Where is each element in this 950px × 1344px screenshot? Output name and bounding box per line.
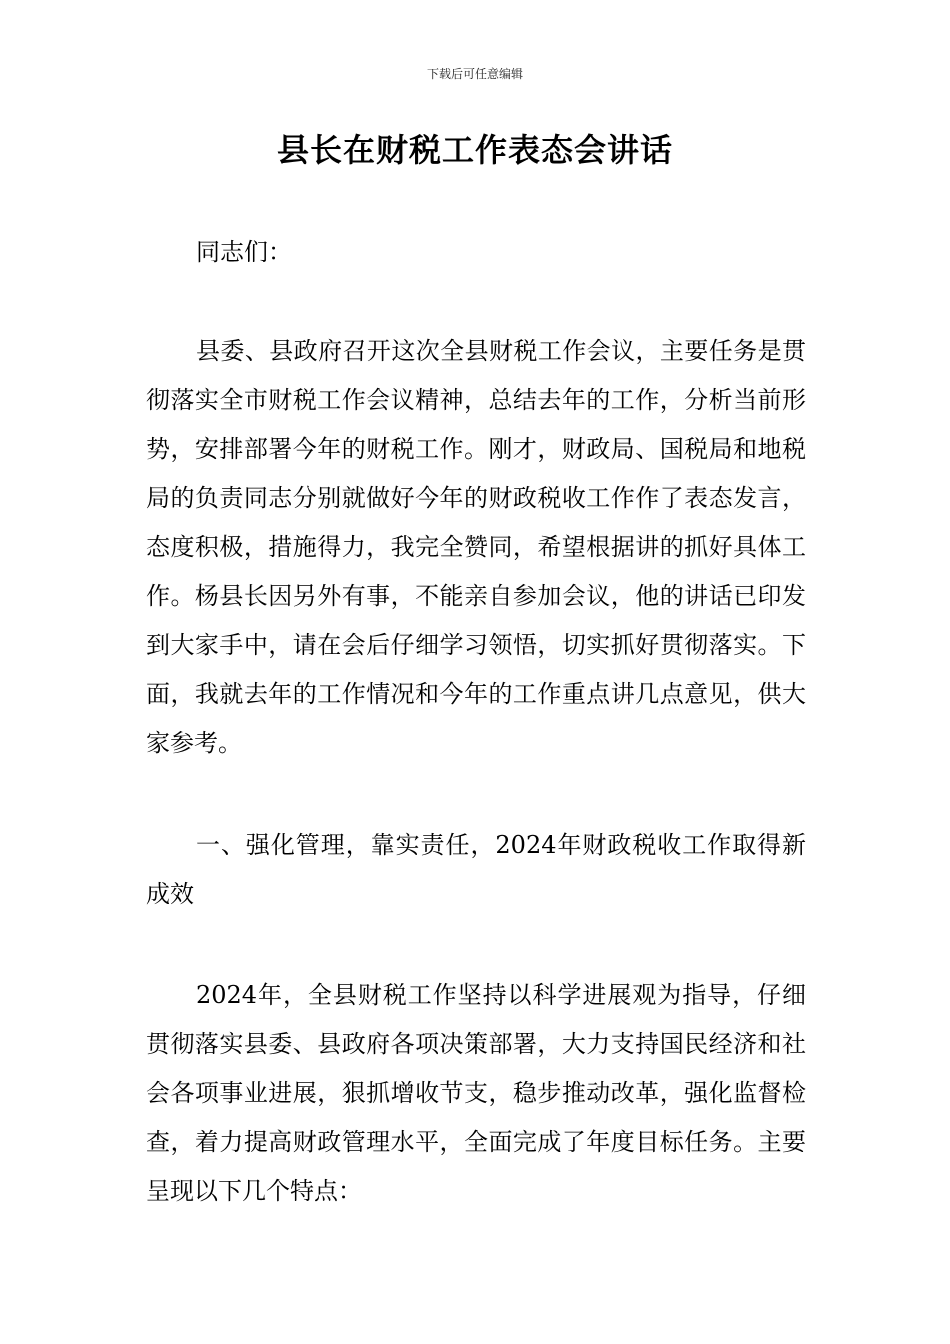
- paragraph-2024-summary: 2024年，全县财税工作坚持以科学进展观为指导，仔细贯彻落实县委、县政府各项决策部署，大力支持国民经济和社会各项事业进展，狠抓增收节支，稳步推动改革，强化监督检查，着力提高财政管理水平，全面完成了年度目标任务。主要呈现以下几个特点：: [146, 981, 806, 1205]
- document-title: 县长在财税工作表态会讲话: [276, 131, 673, 169]
- greeting: 同志们：: [196, 238, 292, 266]
- section-heading-1: 一、强化管理，靠实责任，2024年财政税收工作取得新成效: [146, 831, 806, 908]
- paragraph-intro: 县委、县政府召开这次全县财税工作会议，主要任务是贯彻落实全市财税工作会议精神，总结去年的工作，分析当前形势，安排部署今年的财税工作。刚才，财政局、国税局和地税局的负责同志分别就做好今年的财政税收工作作了表态发言，态度积极，措施得力，我完全赞同，希望根据讲的抓好具体工作。杨县长因另外有事，不能亲自参加会议，他的讲话已印发到大家手中，请在会后仔细学习领悟，切实抓好贯彻落实。下面，我就去年的工作情况和今年的工作重点讲几点意见，供大家参考。: [146, 337, 806, 757]
- page-header-note: 下载后可任意编辑: [426, 67, 523, 81]
